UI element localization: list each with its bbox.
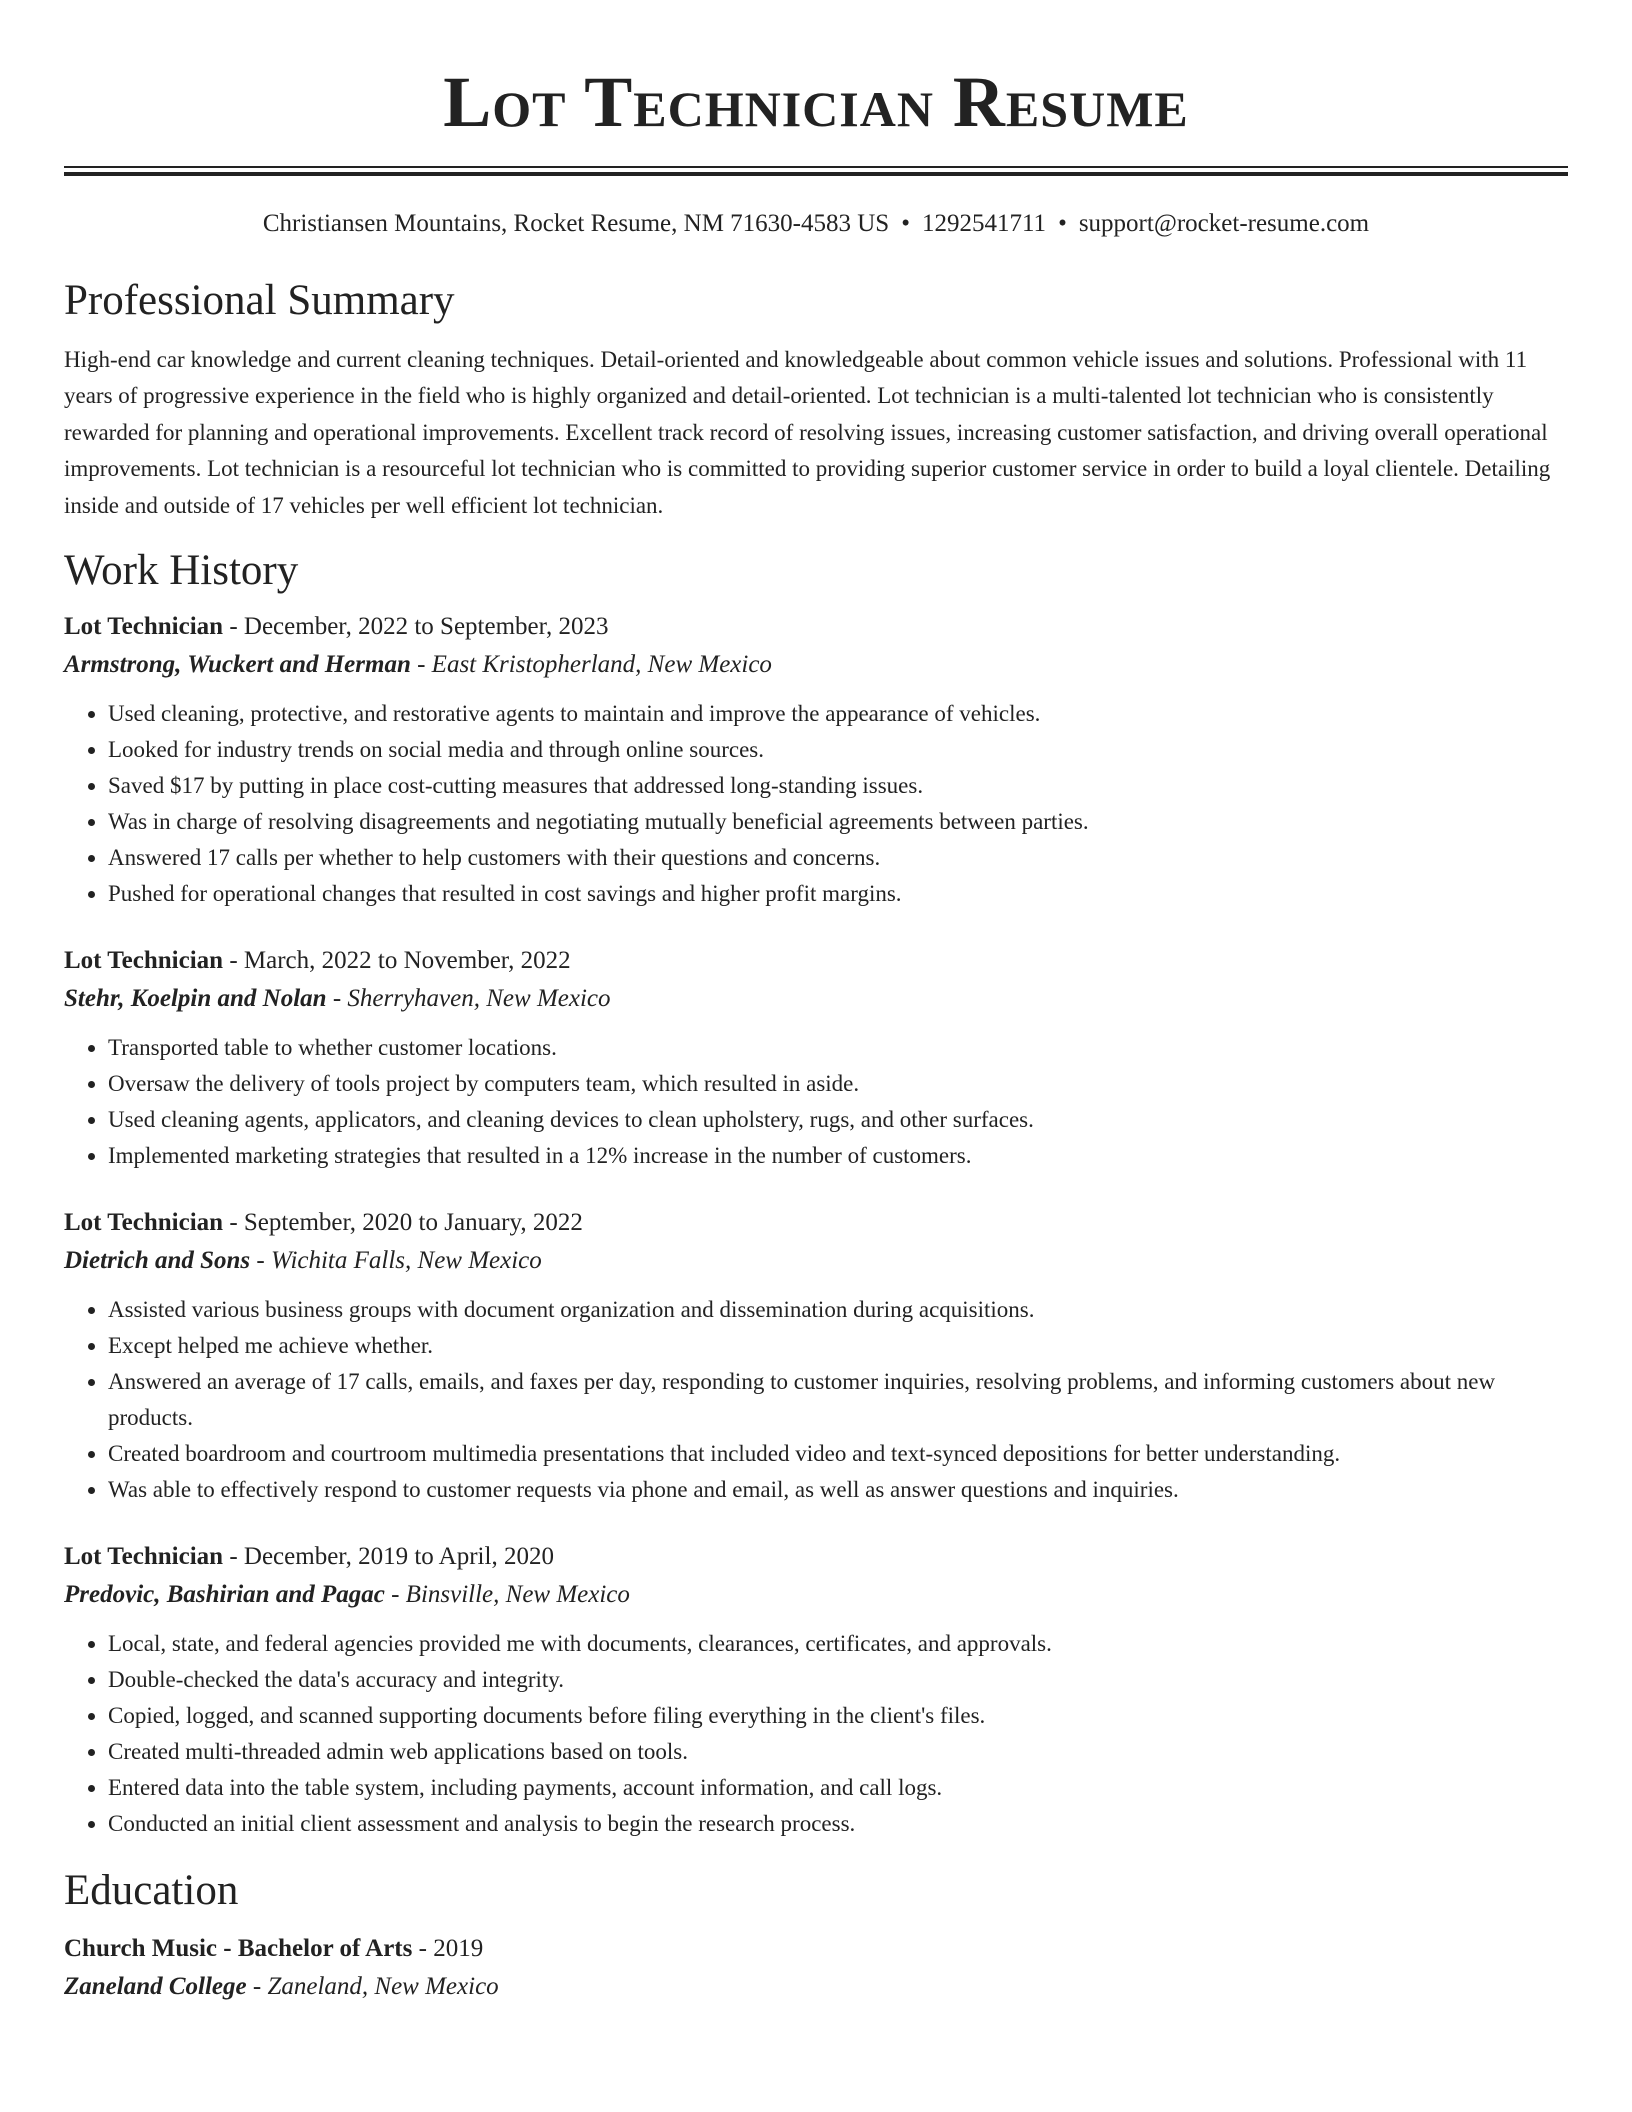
education-school: Zaneland College: [64, 1973, 247, 2001]
contact-separator: •: [901, 210, 910, 237]
job-dates: - December, 2022 to September, 2023: [223, 613, 609, 641]
title-divider: [64, 166, 1568, 176]
job-bullet: • Answered an average of 17 calls, emails, and faxes per day, responding to customer inquiries, resolving problems, and informing customers about new products.: [108, 1364, 1568, 1436]
job-bullets: [64, 1030, 1568, 1174]
job-title: Lot Technician: [64, 1209, 224, 1237]
job-location: - East Kristopherland, New Mexico: [410, 651, 772, 679]
job-location: - Wichita Falls, New Mexico: [250, 1247, 542, 1275]
job-title-line: [64, 608, 1568, 646]
job-title: Lot Technician: [64, 613, 224, 641]
job-bullet: • Was in charge of resolving disagreements and negotiating mutually beneficial agreements between parties.: [108, 804, 1568, 840]
job-bullet: • Created boardroom and courtroom multimedia presentations that included video and text-synced depositions for better understanding.: [108, 1436, 1568, 1472]
education-degree: Church Music - Bachelor of Arts: [64, 1935, 413, 1963]
contact-line: [64, 208, 1568, 240]
job-bullet: • Answered 17 calls per whether to help customers with their questions and concerns.: [108, 840, 1568, 876]
job-title-line: [64, 1204, 1568, 1242]
job-entry: [64, 942, 1568, 1174]
job-title-line: [64, 942, 1568, 980]
education-heading: Education: [64, 1867, 239, 1915]
job-entry: [64, 1204, 1568, 1508]
job-entry: [64, 1538, 1568, 1842]
job-bullet: • Pushed for operational changes that resulted in cost savings and higher profit margins.: [108, 876, 1568, 912]
job-bullets: [64, 1292, 1568, 1508]
job-dates: - September, 2020 to January, 2022: [223, 1209, 583, 1237]
job-bullet: • Transported table to whether customer locations.: [108, 1030, 1568, 1066]
job-title: Lot Technician: [64, 1543, 224, 1571]
job-bullet: • Oversaw the delivery of tools project by computers team, which resulted in aside.: [108, 1066, 1568, 1102]
contact-separator: •: [1058, 210, 1067, 237]
education-year: - 2019: [412, 1935, 484, 1963]
job-bullet: • Entered data into the table system, including payments, account information, and call logs.: [108, 1770, 1568, 1806]
job-entry: [64, 608, 1568, 912]
job-company: Dietrich and Sons: [64, 1247, 251, 1275]
job-bullet: • Created multi-threaded admin web applications based on tools.: [108, 1734, 1568, 1770]
job-company-line: [64, 646, 1568, 684]
contact-address: Christiansen Mountains, Rocket Resume, NM 71630-4583 US: [262, 210, 890, 237]
job-title: Lot Technician: [64, 947, 224, 975]
job-bullet: • Except helped me achieve whether.: [108, 1328, 1568, 1364]
contact-email: support@rocket-resume.com: [1078, 210, 1370, 237]
job-bullet: • Implemented marketing strategies that resulted in a 12% increase in the number of customers.: [108, 1138, 1568, 1174]
job-bullets: [64, 696, 1568, 912]
job-bullet: • Assisted various business groups with document organization and dissemination during acquisitions.: [108, 1292, 1568, 1328]
job-company: Predovic, Bashirian and Pagac: [64, 1581, 385, 1609]
education-entry: [64, 1930, 1568, 2006]
resume-title: Lot Technician Resume: [443, 62, 1189, 142]
job-bullet: • Used cleaning agents, applicators, and cleaning devices to clean upholstery, rugs, and other surfaces.: [108, 1102, 1568, 1138]
job-bullet: • Conducted an initial client assessment and analysis to begin the research process.: [108, 1806, 1568, 1842]
job-company-line: [64, 980, 1568, 1018]
job-bullets: [64, 1626, 1568, 1842]
job-location: - Binsville, New Mexico: [384, 1581, 630, 1609]
job-bullet: • Copied, logged, and scanned supporting documents before filing everything in the client's files.: [108, 1698, 1568, 1734]
summary-text: High-end car knowledge and current cleaning techniques. Detail-oriented and knowledgeable about common vehicle issues and solutions. Professional with 11 years of progressive experience in the field who is highly organized and detail-oriented. Lot technician is a multi-talented lot technician who is consistently rewarded for planning and operational improvements. Excellent track record of resolving issues, increasing customer satisfaction, and driving overall operational improvements. Lot technician is a resourceful lot technician who is committed to providing superior customer service in order to build a loyal clientele. Detailing inside and outside of 17 vehicles per well efficient lot technician.: [64, 347, 1551, 518]
job-bullet: • Used cleaning, protective, and restorative agents to maintain and improve the appearance of vehicles.: [108, 696, 1568, 732]
job-company-line: [64, 1576, 1568, 1614]
education-location: - Zaneland, New Mexico: [246, 1973, 499, 2001]
job-company: Armstrong, Wuckert and Herman: [64, 651, 411, 679]
education-degree-line: [64, 1930, 1568, 1968]
job-bullet: • Looked for industry trends on social media and through online sources.: [108, 732, 1568, 768]
contact-phone: 1292541711: [921, 210, 1047, 237]
job-bullet: • Saved $17 by putting in place cost-cutting measures that addressed long-standing issues.: [108, 768, 1568, 804]
work-history-heading: Work History: [64, 547, 299, 595]
job-dates: - March, 2022 to November, 2022: [223, 947, 571, 975]
job-location: - Sherryhaven, New Mexico: [326, 985, 611, 1013]
job-company: Stehr, Koelpin and Nolan: [64, 985, 327, 1013]
job-bullet: • Double-checked the data's accuracy and integrity.: [108, 1662, 1568, 1698]
summary-heading: Professional Summary: [64, 277, 455, 324]
job-dates: - December, 2019 to April, 2020: [223, 1543, 554, 1571]
job-company-line: [64, 1242, 1568, 1280]
job-bullet: • Local, state, and federal agencies provided me with documents, clearances, certificates, and approvals.: [108, 1626, 1568, 1662]
job-title-line: [64, 1538, 1568, 1576]
education-school-line: [64, 1968, 1568, 2006]
job-bullet: • Was able to effectively respond to customer requests via phone and email, as well as answer questions and inquiries.: [108, 1472, 1568, 1508]
